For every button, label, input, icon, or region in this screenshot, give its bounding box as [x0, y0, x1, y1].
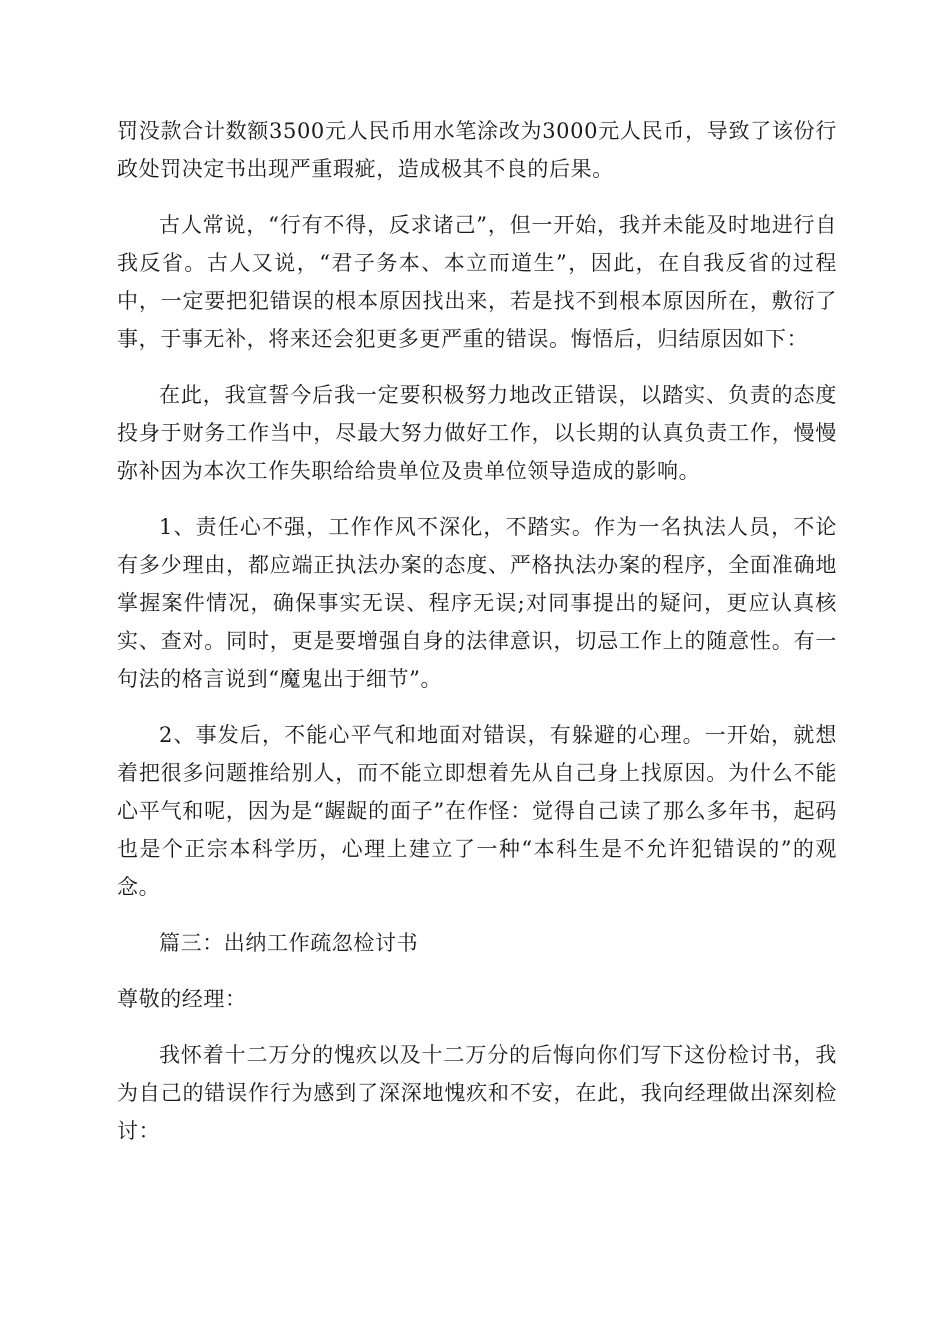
paragraph-4: 1、责任心不强，工作作风不深化，不踏实。作为一名执法人员，不论有多少理由，都应端正执法办案的态度、严格执法办案的程序，全面准确地掌握案件情况，确保事实无误、程序无误;对同事提出的疑问，更应认真核实、查对。同时，更是要增强自身的法律意识，切忌工作上的随意性。有一句法的格言说到“魔鬼出于细节”。 [117, 515, 837, 691]
paragraph-8: 我怀着十二万分的愧疚以及十二万分的后悔向你们写下这份检讨书，我为自己的错误作行为感到了深深地愧疚和不安，在此，我向经理做出深刻检讨： [117, 1043, 837, 1143]
paragraph-3: 在此，我宣誓今后我一定要积极努力地改正错误，以踏实、负责的态度投身于财务工作当中，尽最大努力做好工作，以长期的认真负责工作，慢慢弥补因为本次工作失职给给贵单位及贵单位领导造成的影响。 [117, 383, 837, 483]
section-heading: 篇三：出纳工作疏忽检讨书 [159, 931, 419, 955]
paragraph-1: 罚没款合计数额3500元人民币用水笔涂改为3000元人民币，导致了该份行政处罚决定书出现严重瑕疵，造成极其不良的后果。 [117, 119, 837, 181]
paragraph-5: 2、事发后，不能心平气和地面对错误，有躲避的心理。一开始，就想着把很多问题推给别人，而不能立即想着先从自己身上找原因。为什么不能心平气和呢，因为是“龌龊的面子”在作怪：觉得自己读了那么多年书，起码也是个正宗本科学历，心理上建立了一种“本科生是不允许犯错误的”的观念。 [117, 723, 837, 899]
document-body [117, 112, 837, 1168]
salutation: 尊敬的经理： [117, 987, 247, 1011]
paragraph-2: 古人常说，“行有不得，反求诸己”，但一开始，我并未能及时地进行自我反省。古人又说，“君子务本、本立而道生”，因此，在自我反省的过程中，一定要把犯错误的根本原因找出来，若是找不到根本原因所在，敷衍了事，于事无补，将来还会犯更多更严重的错误。悔悟后，归结原因如下： [117, 213, 837, 351]
